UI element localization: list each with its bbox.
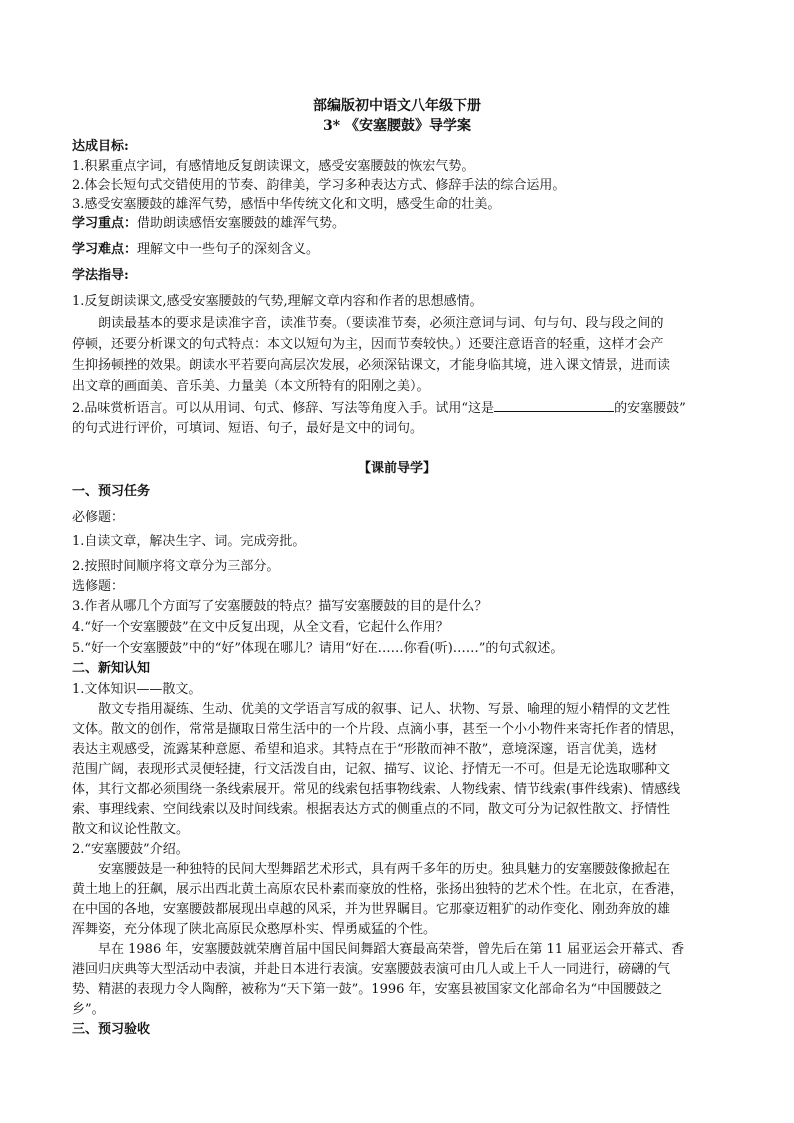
method-heading: 学法指导:: [72, 268, 129, 283]
document-title: 部编版初中语文八年级下册: [313, 98, 481, 114]
method-paragraph-line: 朗读最基本的要求是读准字音，读准节奏。（要读准节奏，必须注意词与词、句与句、段与段之间的: [98, 316, 664, 331]
method-p3-before: 2.品味赏析语言。可以从用词、句式、修辞、写法等角度入手。试用“这是: [72, 401, 495, 416]
difficulty: [72, 241, 319, 259]
knowledge-2-line: 黄土地上的狂飙，展示出西北黄土高原农民朴素而豪放的性格，张扬出独特的艺术个性。在北京，在香港，: [72, 882, 684, 897]
part1-title: 一、预习任务: [72, 484, 151, 499]
knowledge-1-line: 体，其行文都必须围绕一条线索展开。常见的线索包括事物线索、人物线索、情节线索(事件线索)、情感线: [72, 782, 681, 797]
knowledge-2-line: 安塞腰鼓是一种独特的民间大型舞蹈艺术形式，具有两千多年的历史。独具魅力的安塞腰鼓像掀起在: [98, 862, 671, 877]
optional-item: 4.“好一个安塞腰鼓”在文中反复出现，从全文看，它起什么作用？: [72, 620, 449, 635]
knowledge-1-line: 散文和议论性散文。: [72, 822, 190, 837]
fill-blank: [494, 399, 614, 412]
knowledge-2-title: 2.“安塞腰鼓”介绍。: [72, 842, 189, 857]
knowledge-1-line: 文体。散文的创作，常常是撷取日常生活中的一个片段、点滴小事，甚至一个小小物件来寄托作者的情思，: [72, 722, 684, 737]
knowledge-1-line: 索、事理线索、空间线索以及时间线索。根据表达方式的侧重点的不同，散文可分为记叙性散文、抒情性: [72, 802, 671, 817]
required-item: 2.按照时间顺序将文章分为三部分。: [72, 559, 280, 574]
part3-title: 三、预习验收: [72, 1022, 151, 1037]
part2-title: 二、新知认知: [72, 661, 151, 676]
method-paragraph-3: [72, 399, 686, 418]
section-title: 【课前导学】: [357, 461, 436, 476]
method-paragraph-line: 出文章的画面美、音乐美、力量美（本文所特有的阳刚之美）。: [72, 379, 430, 394]
optional-item: 3.作者从哪几个方面写了安塞腰鼓的特点？描写安塞腰鼓的目的是什么？: [72, 599, 488, 614]
difficulty-label: 学习难点：: [72, 242, 138, 257]
goal-item: 3.感受安塞腰鼓的雄浑气势，感悟中华传统文化和文明，感受生命的壮美。: [72, 197, 501, 212]
optional-label: 选修题：: [72, 579, 125, 594]
knowledge-1-title: 1.文体知识——散文。: [72, 682, 202, 697]
key-point-text: 借助朗读感悟安塞腰鼓的雄浑气势。: [137, 216, 346, 231]
method-paragraph: 1.反复朗读课文,感受安塞腰鼓的气势,理解文章内容和作者的思想感情。: [72, 294, 483, 309]
knowledge-2-line: 势、精湛的表现力令人陶醉，被称为“天下第一鼓”。1996 年，安塞县被国家文化部命名为“中国腰鼓之: [72, 982, 663, 997]
method-paragraph-line: 生抑扬顿挫的效果。朗读水平若要向高层次发展，必须深钻课文，才能身临其境，进入课文情景，进而读: [72, 358, 671, 373]
goal-item: 2.体会长短句式交错使用的节奏、韵律美，学习多种表达方式、修辞手法的综合运用。: [72, 178, 566, 193]
knowledge-1-line: 表达主观感受，流露某种意愿、希望和追求。其特点在于“形散而神不散”，意境深邃，语言优美，选材: [72, 742, 658, 757]
goals-heading: 达成目标:: [72, 139, 129, 154]
goal-item: 1.积累重点字词，有感情地反复朗读课文，感受安塞腰鼓的恢宏气势。: [72, 159, 475, 174]
knowledge-2-line: 浑舞姿，充分体现了陕北高原民众憨厚朴实、悍勇威猛的个性。: [72, 922, 437, 937]
required-item: 1.自读文章，解决生字、词。完成旁批。: [72, 534, 306, 549]
optional-item: 5.“好一个安塞腰鼓”中的“好”体现在哪儿？请用“好在……你看(听)……”的句式叙述。: [72, 641, 564, 656]
knowledge-2-line: 乡”。: [72, 1002, 105, 1017]
method-paragraph-line: 的句式进行评价，可填词、短语、句子，最好是文中的词句。: [72, 421, 424, 436]
knowledge-2-line: 在中国的各地，安塞腰鼓都展现出卓越的风采，并为世界瞩目。它那豪迈粗犷的动作变化、刚劲奔放的雄: [72, 902, 671, 917]
required-label: 必修题：: [72, 510, 125, 525]
knowledge-1-line: 散文专指用凝练、生动、优美的文学语言写成的叙事、记人、状物、写景、喻理的短小精悍的文艺性: [98, 702, 671, 717]
method-paragraph-line: 停顿，还要分析课文的句式特点：本文以短句为主，因而节奏较快。）还要注意语音的轻重，这样才会产: [72, 337, 664, 352]
key-point-label: 学习重点：: [72, 216, 138, 231]
method-p3-after: 的安塞腰鼓”: [614, 401, 686, 416]
knowledge-2-line: 早在 1986 年，安塞腰鼓就荣膺首届中国民间舞蹈大赛最高荣誉，曾先后在第 11 届亚运会开幕式、香: [98, 942, 685, 957]
document-subtitle: 3* 《安塞腰鼓》导学案: [323, 118, 471, 134]
knowledge-2-line: 港回归庆典等大型活动中表演，并赴日本进行表演。安塞腰鼓表演可由几人或上千人一同进行，磅礴的气: [72, 962, 671, 977]
knowledge-1-line: 范围广阔，表现形式灵便轻捷，行文活泼自由，记叙、描写、议论、抒情无一不可。但是无论选取哪种文: [72, 762, 671, 777]
key-point: [72, 215, 345, 233]
difficulty-text: 理解文中一些句子的深刻含义。: [137, 242, 320, 257]
